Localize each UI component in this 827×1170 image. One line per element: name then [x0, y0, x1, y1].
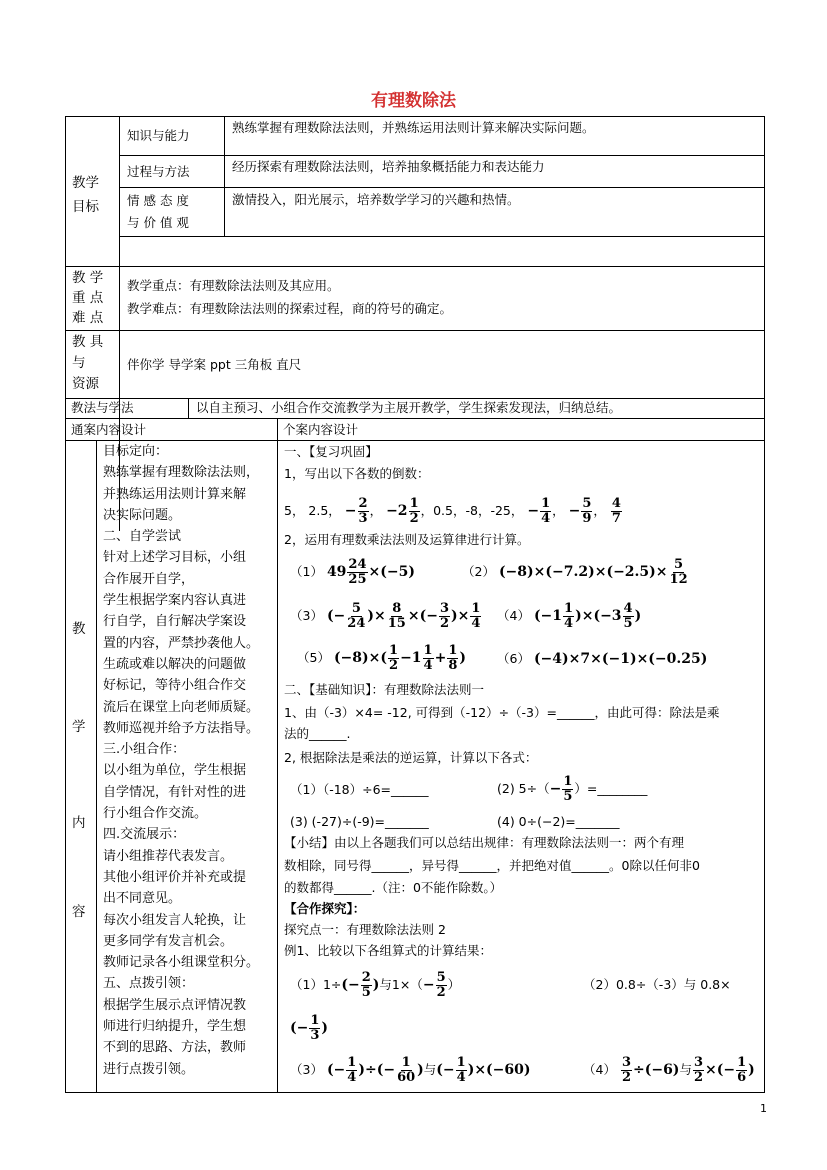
- basic-knowledge-1b: 法的______.: [284, 726, 351, 741]
- objective-text-process: 经历探索有理数除法法则，培养抽象概括能力和表达能力: [232, 159, 545, 174]
- general-design-text: 目标定向： 熟练掌握有理数除法法则， 并熟练运用法则计算来解 决实际问题。 二、自学尝试 针对上述学习目标，小组 合作展开自学， 学生根据学案内容认真进 行自学，自行解决学案设 置的内容，严禁抄袭他人。 生疏或难以解决的问题做 好标记，等待小组合作交 流后在课堂上向老师质疑。 教师巡视并给予方法指导。 三.小组合作： 以小组为单位，学生根据 自学情况，有针对性的进 行小组合作交流。 四.交流展示： 请小组推荐代表发言。 其他小组评价并补充或提 出不同意见。 每次小组发言人轮换，让 更多同学有发言机会。 教师记录各小组课堂积分。 五、点拨引领： 根据学生展示点评情况教 师进行归纳提升，学生想 不到的思路、方法，教师 进行点拨引领。: [103, 444, 260, 1077]
- calc-4: (4) 0÷(−2)=_______: [497, 814, 620, 829]
- resources-text: 伴你学 导学案 ppt 三角板 直尺: [127, 357, 302, 372]
- basic-knowledge-2: 2, 根据除法是乘法的逆运算，计算以下各式：: [284, 750, 538, 765]
- review-heading: 一、【复习巩固】: [284, 444, 378, 459]
- calc-2: (2) 5÷（− $\frac{1}{5}$ ）=________: [497, 774, 648, 804]
- cooperation-heading: 【合作探究】：: [284, 901, 366, 916]
- objective-label-attitude: 情 感 态 度 与 价 值 观: [127, 193, 189, 230]
- objective-label-knowledge: 知识与能力: [127, 128, 190, 143]
- key-point-line: 教学重点：有理数除法法则及其应用。: [127, 278, 340, 293]
- method-label: 教法与学法: [71, 400, 134, 415]
- side-label-3: 内: [72, 815, 86, 831]
- exercise-5: （5） (−8)×( $\frac{1}{2}$ −1 $\frac{1}{4}$ + $\frac{1}{8}$ ): [297, 643, 466, 673]
- compare-3: （3） (− $\frac{1}{4}$ )÷(− $\frac{1}{60}$ )与(− $\frac{1}{4}$ )×(−60): [290, 1055, 531, 1085]
- difficulty-line: 教学难点：有理数除法法则的探索过程，商的符号的确定。: [127, 301, 453, 316]
- side-label-4: 容: [72, 904, 86, 920]
- basic-knowledge-heading: 二、【基础知识】：有理数除法法则一: [284, 682, 485, 697]
- explore-point-1: 探究点一：有理数除法法则 2: [284, 922, 446, 937]
- compare-1: （1）1÷(− $\frac{2}{5}$ )与1×（− $\frac{5}{2}$ ）: [290, 970, 461, 1000]
- side-label-1: 教: [72, 621, 86, 637]
- example-1: 例1、比较以下各组算式的计算结果：: [284, 943, 492, 958]
- q1-text: 1，写出以下各数的倒数：: [284, 466, 430, 481]
- reciprocal-numbers: 5， 2.5， − $\frac{2}{3}$ ， −2 $\frac{1}{2}$ ，0.5，-8，-25， − $\frac{1}{4}$ ， − $\frac{5}{9}$ ， $\frac{4}{7}$: [284, 496, 621, 526]
- exercise-6: （6） (−4)×7×(−1)×(−0.25): [497, 651, 708, 667]
- compare-2-continued: (− $\frac{1}{3}$ ): [290, 1013, 329, 1043]
- summary-2: 数相除，同号得______，异号得______，并把绝对值______。0除以任何非0: [284, 858, 700, 873]
- exercise-3: （3） (− $\frac{5}{24}$ )× $\frac{8}{15}$ ×(− $\frac{3}{2}$ )× $\frac{1}{4}$: [290, 601, 481, 631]
- summary-3: 的数都得______.（注：0不能作除数。）: [284, 880, 503, 895]
- objective-text-knowledge: 熟练掌握有理数除法法则，并熟练运用法则计算来解决实际问题。: [232, 120, 595, 135]
- header-general-design: 通案内容设计: [71, 422, 147, 437]
- objectives-label: 教学 目标: [72, 175, 99, 215]
- side-label-2: 学: [72, 719, 86, 735]
- page-number: 1: [760, 1102, 767, 1115]
- exercise-4: （4） (−1 $\frac{1}{4}$ )×(−3 $\frac{4}{5}$ ): [497, 601, 642, 631]
- objective-text-attitude: 激情投入，阳光展示，培养数学学习的兴趣和热情。: [232, 192, 520, 207]
- method-text: 以自主预习、小组合作交流教学为主展开教学，学生探索发现法，归纳总结。: [196, 400, 622, 415]
- summary-1: 【小结】由以上各题我们可以总结出规律：有理数除法法则一：两个有理: [284, 835, 685, 850]
- calc-3: (3) (-27)÷(-9)=_______: [290, 814, 429, 829]
- header-case-design: 个案内容设计: [283, 422, 359, 437]
- calc-1: （1）（-18）÷6=______: [290, 782, 429, 797]
- compare-2: （2）0.8÷（-3）与 0.8×: [583, 977, 731, 992]
- basic-knowledge-1: 1、由（-3）×4= -12, 可得到（-12）÷（-3）=______，由此可得：除法是乘: [284, 705, 720, 720]
- q2-text: 2，运用有理数乘法法则及运算律进行计算。: [284, 532, 530, 547]
- resources-label: 教 具 与 资源: [72, 334, 104, 392]
- exercise-1: （1） 49 $\frac{24}{25}$ ×(−5): [290, 557, 415, 587]
- compare-4: （4） $\frac{3}{2}$ ÷(−6)与 $\frac{3}{2}$ ×(− $\frac{1}{6}$ ): [583, 1055, 755, 1085]
- key-points-label: 教 学 重 点 难 点: [72, 270, 104, 326]
- exercise-2: （2） (−8)×(−7.2)×(−2.5)× $\frac{5}{12}$: [462, 557, 688, 587]
- objective-label-process: 过程与方法: [127, 164, 190, 179]
- page-title: 有理数除法: [371, 91, 456, 111]
